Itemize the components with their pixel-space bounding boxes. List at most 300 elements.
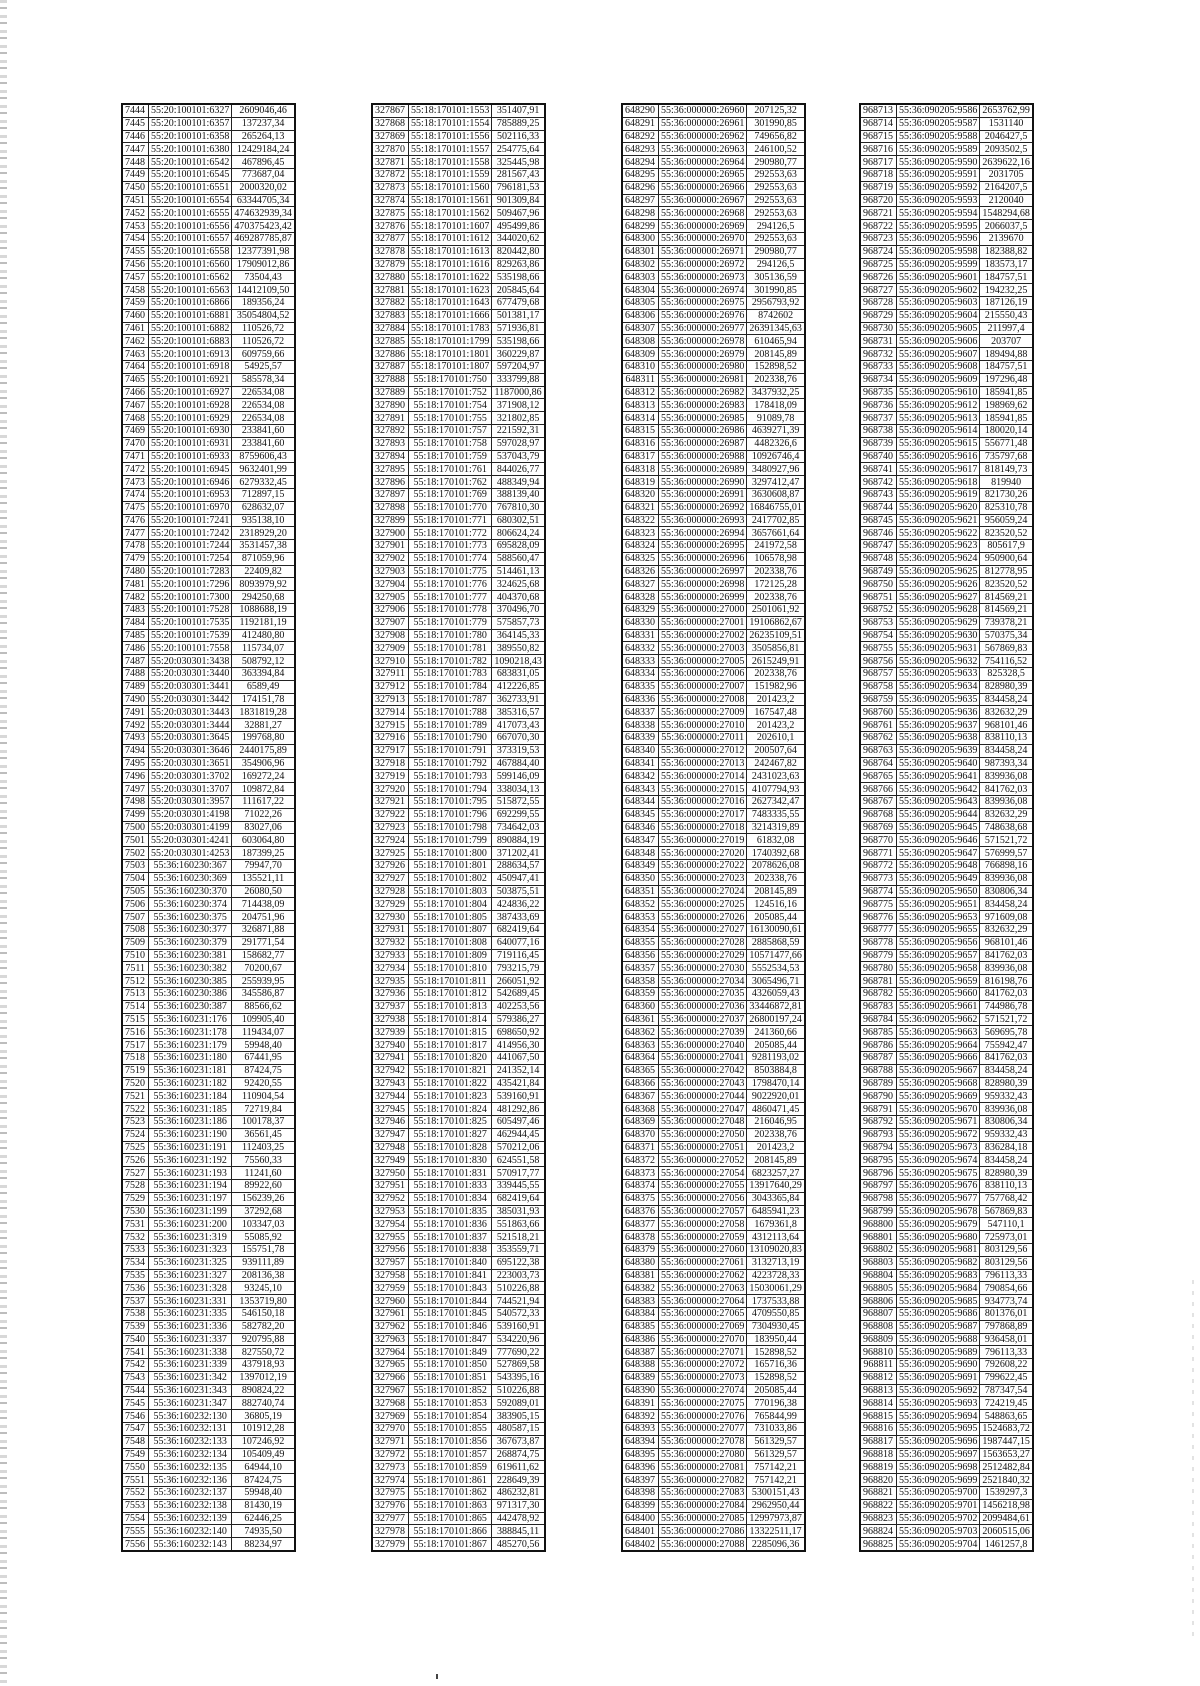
cadastral-value: 404370,68 <box>492 591 545 604</box>
table-row <box>122 1128 295 1141</box>
cadastral-value: 834458,24 <box>980 744 1033 757</box>
cadastral-number: 55:18:170101:856 <box>409 1435 492 1448</box>
cadastral-value: 6279332,45 <box>232 476 295 489</box>
row-number: 327885 <box>372 335 409 348</box>
table-row <box>372 1384 545 1397</box>
table-row <box>372 898 545 911</box>
cadastral-number: 55:36:000000:26979 <box>659 348 747 361</box>
cadastral-value: 539160,91 <box>492 1320 545 1333</box>
row-number: 648392 <box>622 1410 659 1423</box>
cadastral-value: 33446872,81 <box>747 1000 805 1013</box>
cadastral-value: 739378,21 <box>980 616 1033 629</box>
table-row <box>860 642 1033 655</box>
cadastral-number: 55:18:170101:854 <box>409 1410 492 1423</box>
table-row <box>372 680 545 693</box>
cadastral-value: 890884,19 <box>492 834 545 847</box>
table-row <box>860 1205 1033 1218</box>
cadastral-number: 55:20:100101:6554 <box>149 194 232 207</box>
cadastral-number: 55:36:090205:9700 <box>897 1487 980 1500</box>
row-number: 648358 <box>622 975 659 988</box>
table-row <box>122 1397 295 1410</box>
cadastral-number: 55:20:100101:7528 <box>149 604 232 617</box>
cadastral-number: 55:36:090205:9621 <box>897 514 980 527</box>
cadastral-value: 818149,73 <box>980 463 1033 476</box>
row-number: 7453 <box>122 220 149 233</box>
cadastral-number: 55:36:090205:9614 <box>897 424 980 437</box>
row-number: 327964 <box>372 1346 409 1359</box>
row-number: 648378 <box>622 1231 659 1244</box>
table-row <box>372 386 545 399</box>
cadastral-number: 55:36:000000:27042 <box>659 1064 747 1077</box>
cadastral-value: 305136,59 <box>747 271 805 284</box>
row-number: 968823 <box>860 1512 897 1525</box>
cadastral-number: 55:36:000000:27039 <box>659 1026 747 1039</box>
cadastral-number: 55:36:000000:27024 <box>659 885 747 898</box>
row-number: 648362 <box>622 1026 659 1039</box>
cadastral-number: 55:36:000000:26994 <box>659 527 747 540</box>
row-number: 968748 <box>860 552 897 565</box>
cadastral-number: 55:36:000000:27043 <box>659 1077 747 1090</box>
cadastral-value: 292553,63 <box>747 168 805 181</box>
cadastral-value: 731033,86 <box>747 1423 805 1436</box>
cadastral-number: 55:36:000000:27076 <box>659 1410 747 1423</box>
cadastral-value: 194232,25 <box>980 284 1033 297</box>
table-row <box>622 744 805 757</box>
row-number: 7476 <box>122 514 149 527</box>
cadastral-value: 467884,40 <box>492 757 545 770</box>
cadastral-value: 204751,96 <box>232 911 295 924</box>
cadastral-value: 569695,78 <box>980 1026 1033 1039</box>
row-number: 327914 <box>372 706 409 719</box>
cadastral-value: 785889,25 <box>492 117 545 130</box>
cadastral-value: 72719,84 <box>232 1103 295 1116</box>
cadastral-number: 55:36:000000:26982 <box>659 386 747 399</box>
cadastral-value: 292553,63 <box>747 207 805 220</box>
table-row <box>122 1218 295 1231</box>
table-row <box>622 1499 805 1512</box>
cadastral-number: 55:36:090205:9692 <box>897 1384 980 1397</box>
row-number: 968728 <box>860 296 897 309</box>
cadastral-number: 55:36:090205:9624 <box>897 552 980 565</box>
cadastral-number: 55:36:000000:26987 <box>659 437 747 450</box>
cadastral-number: 55:36:000000:27008 <box>659 693 747 706</box>
row-number: 327873 <box>372 181 409 194</box>
row-number: 648324 <box>622 540 659 553</box>
row-number: 7554 <box>122 1512 149 1525</box>
table-row <box>622 629 805 642</box>
cadastral-number: 55:36:090205:9688 <box>897 1333 980 1346</box>
cadastral-value: 3657661,64 <box>747 527 805 540</box>
cadastral-number: 55:20:030301:4253 <box>149 847 232 860</box>
cadastral-number: 55:18:170101:789 <box>409 719 492 732</box>
cadastral-number: 55:18:170101:757 <box>409 424 492 437</box>
cadastral-value: 1353719,80 <box>232 1295 295 1308</box>
table-row <box>860 1461 1033 1474</box>
row-number: 7481 <box>122 578 149 591</box>
cadastral-value: 202610,1 <box>747 732 805 745</box>
cadastral-number: 55:36:160231:182 <box>149 1077 232 1090</box>
row-number: 327879 <box>372 258 409 271</box>
cadastral-value: 509467,96 <box>492 207 545 220</box>
table-row <box>622 565 805 578</box>
cadastral-value: 968101,46 <box>980 936 1033 949</box>
table-row <box>860 834 1033 847</box>
row-number: 968723 <box>860 232 897 245</box>
cadastral-value: 832632,29 <box>980 808 1033 821</box>
row-number: 968713 <box>860 104 897 117</box>
cadastral-table-1-body <box>122 104 295 1551</box>
cadastral-value: 207125,32 <box>747 104 805 117</box>
cadastral-number: 55:36:090205:9699 <box>897 1474 980 1487</box>
cadastral-value: 537043,79 <box>492 450 545 463</box>
cadastral-value: 152898,52 <box>747 1371 805 1384</box>
table-row <box>860 1474 1033 1487</box>
table-row <box>860 450 1033 463</box>
cadastral-number: 55:20:100101:6970 <box>149 501 232 514</box>
row-number: 7523 <box>122 1115 149 1128</box>
cadastral-value: 839936,08 <box>980 872 1033 885</box>
cadastral-number: 55:36:000000:26986 <box>659 424 747 437</box>
cadastral-value: 821730,26 <box>980 488 1033 501</box>
cadastral-number: 55:18:170101:799 <box>409 834 492 847</box>
table-row <box>372 1538 545 1551</box>
cadastral-value: 241352,14 <box>492 1064 545 1077</box>
table-row <box>622 898 805 911</box>
row-number: 968746 <box>860 527 897 540</box>
row-number: 648316 <box>622 437 659 450</box>
table-row <box>122 488 295 501</box>
table-row <box>860 1371 1033 1384</box>
cadastral-number: 55:36:000000:27005 <box>659 655 747 668</box>
table-row <box>860 194 1033 207</box>
cadastral-value: 13322511,17 <box>747 1525 805 1538</box>
row-number: 7500 <box>122 821 149 834</box>
cadastral-number: 55:36:000000:27007 <box>659 680 747 693</box>
table-row <box>122 104 295 117</box>
row-number: 327869 <box>372 130 409 143</box>
cadastral-number: 55:36:090205:9607 <box>897 348 980 361</box>
cadastral-value: 178418,09 <box>747 399 805 412</box>
cadastral-number: 55:20:100101:7242 <box>149 527 232 540</box>
cadastral-value: 4482326,6 <box>747 437 805 450</box>
cadastral-number: 55:36:000000:27030 <box>659 962 747 975</box>
table-row <box>622 514 805 527</box>
row-number: 327899 <box>372 514 409 527</box>
table-row <box>860 501 1033 514</box>
cadastral-value: 570917,77 <box>492 1167 545 1180</box>
cadastral-value: 338034,13 <box>492 783 545 796</box>
table-row <box>372 1499 545 1512</box>
cadastral-number: 55:20:030301:3443 <box>149 706 232 719</box>
row-number: 968769 <box>860 821 897 834</box>
row-number: 648332 <box>622 642 659 655</box>
cadastral-value: 535198,66 <box>492 335 545 348</box>
cadastral-value: 424836,22 <box>492 898 545 911</box>
cadastral-number: 55:36:000000:26967 <box>659 194 747 207</box>
cadastral-value: 1987447,15 <box>980 1435 1033 1448</box>
cadastral-number: 55:18:170101:822 <box>409 1077 492 1090</box>
row-number: 968763 <box>860 744 897 757</box>
row-number: 327979 <box>372 1538 409 1551</box>
cadastral-value: 502116,33 <box>492 130 545 143</box>
cadastral-number: 55:36:090205:9701 <box>897 1499 980 1512</box>
table-row <box>860 348 1033 361</box>
cadastral-value: 535198,66 <box>492 271 545 284</box>
table-row <box>622 296 805 309</box>
cadastral-value: 2431023,63 <box>747 770 805 783</box>
table-row <box>372 1077 545 1090</box>
row-number: 648328 <box>622 591 659 604</box>
cadastral-value: 174151,78 <box>232 693 295 706</box>
cadastral-value: 628632,07 <box>232 501 295 514</box>
cadastral-value: 2885868,59 <box>747 936 805 949</box>
row-number: 648297 <box>622 194 659 207</box>
cadastral-number: 55:36:000000:27071 <box>659 1346 747 1359</box>
cadastral-number: 55:18:170101:794 <box>409 783 492 796</box>
table-row <box>622 924 805 937</box>
table-row <box>372 1256 545 1269</box>
table-row <box>122 1333 295 1346</box>
row-number: 327901 <box>372 540 409 553</box>
table-row <box>622 770 805 783</box>
table-row <box>622 117 805 130</box>
cadastral-value: 208145,89 <box>747 885 805 898</box>
cadastral-table-1 <box>121 103 296 1552</box>
table-row <box>860 1243 1033 1256</box>
cadastral-number: 55:36:000000:26981 <box>659 373 747 386</box>
row-number: 327868 <box>372 117 409 130</box>
cadastral-number: 55:36:160231:323 <box>149 1243 232 1256</box>
row-number: 7530 <box>122 1205 149 1218</box>
cadastral-value: 959332,43 <box>980 1090 1033 1103</box>
cadastral-number: 55:36:000000:26966 <box>659 181 747 194</box>
table-row <box>122 885 295 898</box>
cadastral-value: 388139,40 <box>492 488 545 501</box>
cadastral-value: 2046427,5 <box>980 130 1033 143</box>
table-row <box>860 527 1033 540</box>
table-row <box>122 1307 295 1320</box>
row-number: 327970 <box>372 1423 409 1436</box>
table-row <box>372 130 545 143</box>
table-row <box>622 501 805 514</box>
cadastral-value: 515872,55 <box>492 796 545 809</box>
cadastral-number: 55:18:170101:787 <box>409 693 492 706</box>
table-row <box>372 1141 545 1154</box>
cadastral-value: 17909012,86 <box>232 258 295 271</box>
cadastral-value: 682419,64 <box>492 924 545 937</box>
row-number: 648382 <box>622 1282 659 1295</box>
row-number: 968750 <box>860 578 897 591</box>
row-number: 7529 <box>122 1192 149 1205</box>
table-row <box>622 527 805 540</box>
cadastral-value: 575857,73 <box>492 616 545 629</box>
table-row <box>122 872 295 885</box>
cadastral-number: 55:18:170101:834 <box>409 1192 492 1205</box>
cadastral-value: 8503884,8 <box>747 1064 805 1077</box>
cadastral-value: 838110,13 <box>980 732 1033 745</box>
cadastral-value: 4709550,85 <box>747 1307 805 1320</box>
table-row <box>122 322 295 335</box>
cadastral-value: 968101,46 <box>980 719 1033 732</box>
table-row <box>122 514 295 527</box>
cadastral-number: 55:36:090205:9686 <box>897 1307 980 1320</box>
table-row <box>622 1051 805 1064</box>
table-row <box>622 143 805 156</box>
row-number: 7456 <box>122 258 149 271</box>
row-number: 327887 <box>372 360 409 373</box>
row-number: 968738 <box>860 424 897 437</box>
table-row <box>622 1474 805 1487</box>
table-row <box>122 360 295 373</box>
row-number: 7526 <box>122 1154 149 1167</box>
row-number: 648318 <box>622 463 659 476</box>
cadastral-number: 55:18:170101:845 <box>409 1307 492 1320</box>
row-number: 968733 <box>860 360 897 373</box>
table-row <box>622 1435 805 1448</box>
cadastral-number: 55:36:000000:27050 <box>659 1128 747 1141</box>
table-row <box>622 642 805 655</box>
table-row <box>622 796 805 809</box>
cadastral-value: 290980,77 <box>747 245 805 258</box>
cadastral-number: 55:36:000000:26961 <box>659 117 747 130</box>
table-row <box>622 373 805 386</box>
table-row <box>122 719 295 732</box>
row-number: 7511 <box>122 962 149 975</box>
cadastral-value: 185941,85 <box>980 412 1033 425</box>
table-row <box>860 258 1033 271</box>
cadastral-number: 55:18:170101:855 <box>409 1423 492 1436</box>
cadastral-number: 55:36:000000:27040 <box>659 1039 747 1052</box>
cadastral-number: 55:36:090205:9646 <box>897 834 980 847</box>
table-row <box>372 949 545 962</box>
cadastral-value: 26391345,63 <box>747 322 805 335</box>
cadastral-number: 55:36:000000:27019 <box>659 834 747 847</box>
cadastral-table-4-body <box>860 104 1033 1551</box>
row-number: 7545 <box>122 1397 149 1410</box>
table-row <box>860 962 1033 975</box>
cadastral-value: 547110,1 <box>980 1218 1033 1231</box>
table-row <box>122 271 295 284</box>
cadastral-number: 55:36:000000:26971 <box>659 245 747 258</box>
cadastral-value: 2627342,47 <box>747 796 805 809</box>
row-number: 648307 <box>622 322 659 335</box>
cadastral-number: 55:36:090205:9633 <box>897 668 980 681</box>
cadastral-number: 55:18:170101:777 <box>409 591 492 604</box>
cadastral-number: 55:20:100101:7535 <box>149 616 232 629</box>
row-number: 968734 <box>860 373 897 386</box>
cadastral-value: 70200,67 <box>232 962 295 975</box>
row-number: 648349 <box>622 860 659 873</box>
cadastral-value: 63344705,34 <box>232 194 295 207</box>
cadastral-number: 55:20:030301:4241 <box>149 834 232 847</box>
cadastral-number: 55:36:090205:9644 <box>897 808 980 821</box>
table-row <box>622 258 805 271</box>
cadastral-number: 55:36:090205:9635 <box>897 693 980 706</box>
table-row <box>622 1269 805 1282</box>
table-row <box>860 284 1033 297</box>
row-number: 327955 <box>372 1231 409 1244</box>
cadastral-number: 55:36:000000:26988 <box>659 450 747 463</box>
row-number: 327954 <box>372 1218 409 1231</box>
cadastral-value: 748638,68 <box>980 821 1033 834</box>
row-number: 968735 <box>860 386 897 399</box>
row-number: 7447 <box>122 143 149 156</box>
row-number: 7522 <box>122 1103 149 1116</box>
cadastral-number: 55:36:160231:338 <box>149 1346 232 1359</box>
cadastral-number: 55:36:000000:27060 <box>659 1243 747 1256</box>
cadastral-number: 55:36:160230:377 <box>149 924 232 937</box>
row-number: 648359 <box>622 987 659 1000</box>
table-row <box>372 757 545 770</box>
cadastral-value: 109905,40 <box>232 1013 295 1026</box>
cadastral-number: 55:36:090205:9587 <box>897 117 980 130</box>
cadastral-value: 4312113,64 <box>747 1231 805 1244</box>
cadastral-number: 55:18:170101:770 <box>409 501 492 514</box>
cadastral-number: 55:36:000000:26980 <box>659 360 747 373</box>
cadastral-number: 55:36:090205:9601 <box>897 271 980 284</box>
cadastral-value: 576999,57 <box>980 847 1033 860</box>
cadastral-value: 412480,80 <box>232 629 295 642</box>
table-row <box>122 1512 295 1525</box>
cadastral-number: 55:36:090205:9663 <box>897 1026 980 1039</box>
cadastral-number: 55:36:160230:367 <box>149 860 232 873</box>
row-number: 7482 <box>122 591 149 604</box>
row-number: 7486 <box>122 642 149 655</box>
row-number: 648350 <box>622 872 659 885</box>
row-number: 7474 <box>122 488 149 501</box>
cadastral-value: 87424,75 <box>232 1474 295 1487</box>
cadastral-value: 182388,82 <box>980 245 1033 258</box>
cadastral-value: 2120040 <box>980 194 1033 207</box>
cadastral-number: 55:36:160231:180 <box>149 1051 232 1064</box>
row-number: 327969 <box>372 1410 409 1423</box>
cadastral-value: 205085,44 <box>747 911 805 924</box>
row-number: 648367 <box>622 1090 659 1103</box>
cadastral-number: 55:20:100101:6913 <box>149 348 232 361</box>
cadastral-value: 744521,94 <box>492 1295 545 1308</box>
cadastral-number: 55:20:030301:3440 <box>149 668 232 681</box>
table-row <box>122 1448 295 1461</box>
row-number: 968727 <box>860 284 897 297</box>
row-number: 7537 <box>122 1295 149 1308</box>
cadastral-number: 55:36:090205:9625 <box>897 565 980 578</box>
table-row <box>122 258 295 271</box>
row-number: 968752 <box>860 604 897 617</box>
cadastral-number: 55:36:000000:27000 <box>659 604 747 617</box>
cadastral-value: 2099484,61 <box>980 1512 1033 1525</box>
row-number: 648301 <box>622 245 659 258</box>
row-number: 648340 <box>622 744 659 757</box>
row-number: 7534 <box>122 1256 149 1269</box>
cadastral-value: 75560,33 <box>232 1154 295 1167</box>
cadastral-value: 292553,63 <box>747 232 805 245</box>
cadastral-number: 55:20:030301:3645 <box>149 732 232 745</box>
cadastral-number: 55:36:090205:9668 <box>897 1077 980 1090</box>
row-number: 327902 <box>372 552 409 565</box>
table-row <box>622 476 805 489</box>
cadastral-number: 55:36:160232:135 <box>149 1461 232 1474</box>
row-number: 968725 <box>860 258 897 271</box>
table-row <box>622 1461 805 1474</box>
cadastral-value: 81430,19 <box>232 1499 295 1512</box>
cadastral-number: 55:18:170101:772 <box>409 527 492 540</box>
cadastral-number: 55:36:000000:27002 <box>659 629 747 642</box>
cadastral-value: 385316,57 <box>492 706 545 719</box>
row-number: 968782 <box>860 987 897 1000</box>
table-row <box>122 1192 295 1205</box>
cadastral-number: 55:20:100101:6881 <box>149 309 232 322</box>
row-number: 7452 <box>122 207 149 220</box>
